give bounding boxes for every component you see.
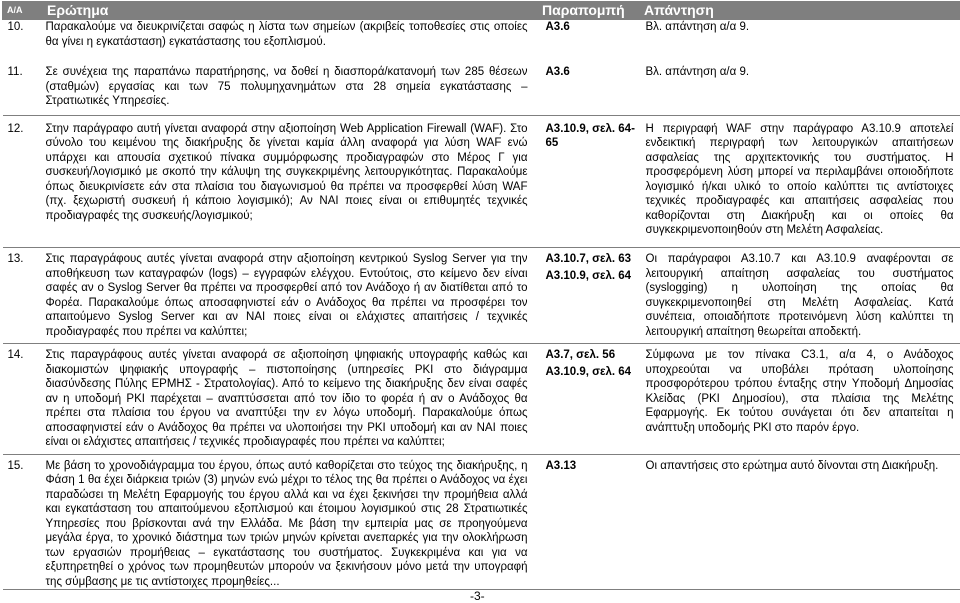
row-reference [538,49,640,115]
reference-item: A3.7, σελ. 56 [545,349,616,361]
row-answer: Βλ. απάντηση α/α 9. [645,21,750,33]
row-question: Με βάση το χρονοδιάγραμμα του έργου, όπως αυτό καθορίζεται στο τεύχος της διακήρυξης, η Φάση 1 θα έχει διάρκεια τριών (3) μηνών ενώ μέχρι το τέλος της θα πρέπει ο Ανάδοχος να έχει παραδώσει τη Μελέτη Εφαρμογής του έργου αλλά και να έχει ξεκινήσει την προμήθεια αλλά και εγκατάσταση του απαιτούμενου εξοπλισμού και έτοιμου λογισμικού στις 28 Στρατιωτικές Υπηρεσίες που βρίσκονται ανά την Ελλάδα. Με βάση την εμπειρία μας σε προηγούμενα μεγάλα έργα, το χρονικό διάστημα των τριών μηνών κρίνεται ανεπαρκές για την ολοκλήρωση των εργασιών προμήθειας – εγκατάστασης του συστήματος. Συγκεκριμένα και για να εξυπηρετηθεί ο χρόνος των προμηθευτών μπορούν να ξεκινήσουν μόνο μετά την υπογραφή της σύμβασης με τις αντίστοιχες προμηθείες... [43,454,538,590]
row-reference [538,454,640,590]
reference-item: A3.6 [545,66,570,78]
qa-table [2,1,960,590]
row-question: Στις παραγράφους αυτές γίνεται αναφορά στην αξιοποίηση κεντρικού Syslog Server για την αποθήκευση των καταγραφών (logs) – εγγραφών ελέγχου. Εντούτοις, στο κείμενο δεν είναι σαφές αν ο Syslog Server θα πρέπει να προσφερθεί από τον Ανάδοχο ή αν διατίθεται από το Φορέα. Παρακαλούμε όπως αποσαφηνιστεί εάν ο Ανάδοχος θα πρέπει να προσφέρει τον απαιτούμενο Syslog Server και αν ΝΑΙ ποιες είναι οι ελάχιστες απαιτήσεις / τεχνικές προδιαγραφές που πρέπει να καλύπτει; [43,248,538,344]
header-reference: Παραπομπή [538,2,640,20]
row-number: 15. [3,454,43,590]
table-row [3,248,960,344]
row-answer: Οι παράγραφοι Α3.10.7 και Α3.10.9 αναφέρονται σε λειτουργική απαίτηση ασφαλείας του συστήματος (syslogging) η υλοποίηση της οποίας θα συγκεκριμενοποιηθεί στη Μελέτη Ασφαλείας. Κατά συνέπεια, οποιαδήποτε προτεινόμενη λύση καλύπτει τη λειτουργική απαίτηση θεωρείται αποδεκτή. [640,248,960,344]
row-question: Στις παραγράφους αυτές γίνεται αναφορά σε αξιοποίηση ψηφιακής υπογραφής καθώς και διακομιστών ψηφιακής υπογραφής – πιστοποίησης (υπηρεσίες PKI στο διάγραμμα διασύνδεσης Πύλης ΕΡΜΗΣ - Στρατολογίας). Από το κείμενο της διακήρυξης δεν είναι σαφές αν η υποδομή PKI παρέχεται – αναπτύσσεται από τον ίδιο το φορέα ή αν ο Ανάδοχος θα πρέπει στα πλαίσια του έργου να αναπτύξει την εν λόγω υποδομή. Παρακαλούμε όπως αποσαφηνιστεί εάν ο Ανάδοχος θα πρέπει να υλοποιήσει την PKI υποδομή και αν ΝΑΙ ποιες είναι οι ελάχιστες απαιτήσεις / τεχνικές προδιαγραφές που πρέπει να καλύπτει; [43,344,538,455]
reference-item: A3.6 [545,21,570,33]
row-answer: Σύμφωνα με τον πίνακα C3.1, α/α 4, ο Ανάδοχος υποχρεούται να υποβάλει πρόταση υλοποίησης προσφορότερου τρόπου ένταξης στην Υποδομή Δημοσίας Κλείδας (PKI Δημοσίου), στα πλαίσια της Μελέτης Εφαρμογής. Εκ τούτου συνάγεται ότι δεν απαιτείται η ανάπτυξη υποδομής PKI στο παρόν έργο. [640,344,960,455]
table-row [3,115,960,248]
row-answer: Οι απαντήσεις στο ερώτημα αυτό δίνονται στη Διακήρυξη. [640,454,960,590]
row-number: 11. [3,49,43,115]
row-answer: Η περιγραφή WAF στην παράγραφο Α3.10.9 αποτελεί ενδεικτική περιγραφή των λειτουργικών απαιτήσεων ασφαλείας της αρχιτεκτονικής του συστήματος. Η προσφερόμενη λύση μπορεί να περιλαμβάνει οποιοδήποτε λογισμικό ή/και υλικό το οποίο καλύπτει τις αντίστοιχες τεχνικές προδιαγραφές και απαιτήσεις ασφαλείας που καθορίζονται στη Διακήρυξη και οι οποίες θα συγκεκριμενοποιηθούν στη Μελέτη Ασφαλείας. [640,115,960,248]
row-number: 13. [3,248,43,344]
header-answer: Απάντηση [640,2,960,20]
table-header-row [3,2,960,20]
table-row [3,49,960,115]
reference-item: A3.10.9, σελ. 64-65 [545,122,635,149]
reference-item: A3.10.7, σελ. 63 [545,253,632,265]
header-question: Ερώτημα [43,2,538,20]
row-number: 14. [3,344,43,455]
reference-item: A3.10.9, σελ. 64 [545,365,632,378]
row-question: Σε συνέχεια της παραπάνω παρατήρησης, να δοθεί η διασπορά/κατανομή των 285 θέσεων (σταθμών) εργασίας και των 75 πολυμηχανημάτων στα 28 σημεία εγκατάστασης – Στρατιωτικές Υπηρεσίες. [43,49,538,115]
row-number: 10. [7,21,24,33]
row-reference [538,20,640,50]
page-number: -3- [470,589,485,603]
table-row [3,344,960,455]
row-answer: Βλ. απάντηση α/α 9. [640,49,960,115]
row-reference [538,248,640,344]
row-reference [538,344,640,455]
row-reference [538,115,640,248]
row-question: Στην παράγραφο αυτή γίνεται αναφορά στην αξιοποίηση Web Application Firewall (WAF). Στο σύνολο του κειμένου της διακήρυξης δε γίνεται καμία άλλη αναφορά για λύση WAF ενώ υπάρχει και απουσία σχετικού πίνακα συμμόρφωσης προδιαγραφών στο Μέρος Γ για συσκευή/λογισμικό με σκοπό την κάλυψη της συγκεκριμένης λειτουργικότητας. Παρακαλούμε όπως διευκρινίσετε εάν στα πλαίσια του διαγωνισμού θα πρέπει να προσφερθεί λύση WAF (πχ. ξεχωριστή συσκευή ή κάποιο λογισμικό); Αν ΝΑΙ ποιες είναι οι επιθυμητές τεχνικές προδιαγραφές της συσκευής/λογισμικού; [43,115,538,248]
reference-item: A3.10.9, σελ. 64 [545,269,632,282]
row-question: Παρακαλούμε να διευκρινίζεται σαφώς η λίστα των σημείων (ακριβείς τοποθεσίες στις οποίες θα γίνει η εγκατάσταση) εγκατάστασης του εξοπλισμού. [45,21,528,48]
row-number: 12. [3,115,43,248]
header-aa: A/A [3,2,43,20]
table-row [3,454,960,590]
table-row [3,20,960,50]
reference-item: A3.13 [545,459,577,472]
